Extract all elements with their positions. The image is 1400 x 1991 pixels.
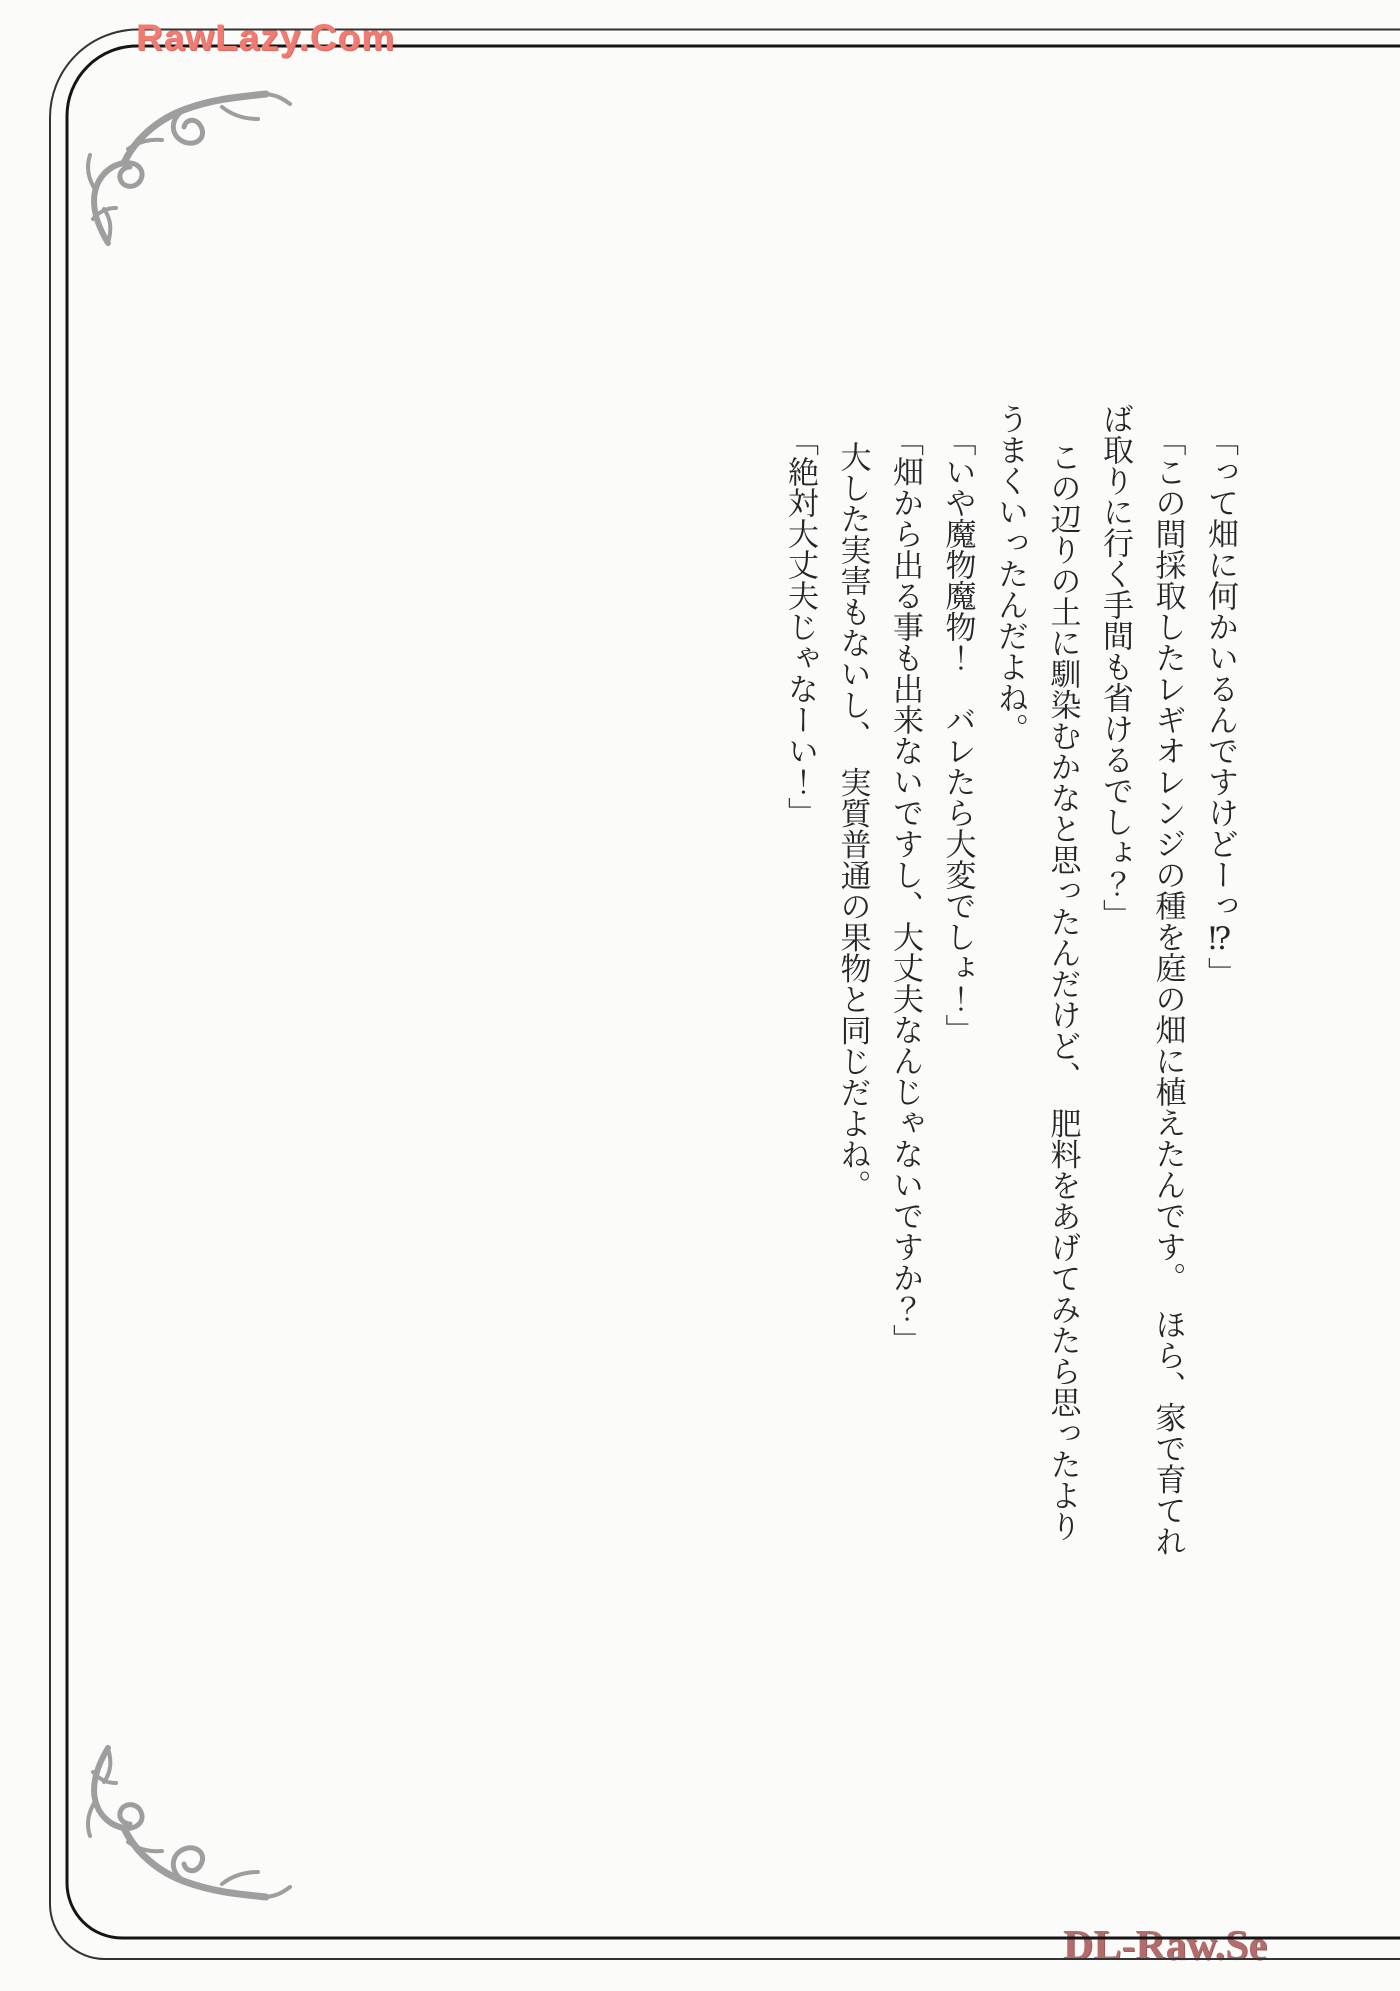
- novel-line: 「絶対大丈夫じゃなーい！」: [783, 425, 818, 828]
- novel-line: うまくいったんだよね。: [993, 403, 1028, 744]
- corner-flourish-top-left: [88, 94, 290, 243]
- novel-line: ば取りに行く手間も省けるでしょ？」: [1098, 403, 1133, 930]
- novel-line: 「いや魔物魔物！ バレたら大変でしょ！」: [940, 425, 976, 1045]
- novel-text-block: [774, 403, 1247, 1618]
- corner-flourish-bottom-left: [88, 1748, 290, 1897]
- watermark-rawlazy: RawLazy.Com: [136, 17, 396, 58]
- novel-line: 「この間採取したレギオレンジの種を庭の畑に植えたんです。 ほら、家で育てれ: [1150, 425, 1186, 1557]
- watermark-dl-raw: DL-Raw.Se: [1063, 1923, 1268, 1969]
- novel-line: この辺りの土に馴染むかなと思ったんだけど、 肥料をあげてみたら思ったより: [1045, 441, 1081, 1542]
- novel-line: 「って畑に何かいるんですけどーっ⁉」: [1203, 425, 1238, 988]
- novel-line: 大した実害もないし、 実質普通の果物と同じだよね。: [835, 441, 871, 1201]
- novel-line: 「畑から出る事も出来ないですし、大丈夫なんじゃないですか？」: [888, 425, 923, 1355]
